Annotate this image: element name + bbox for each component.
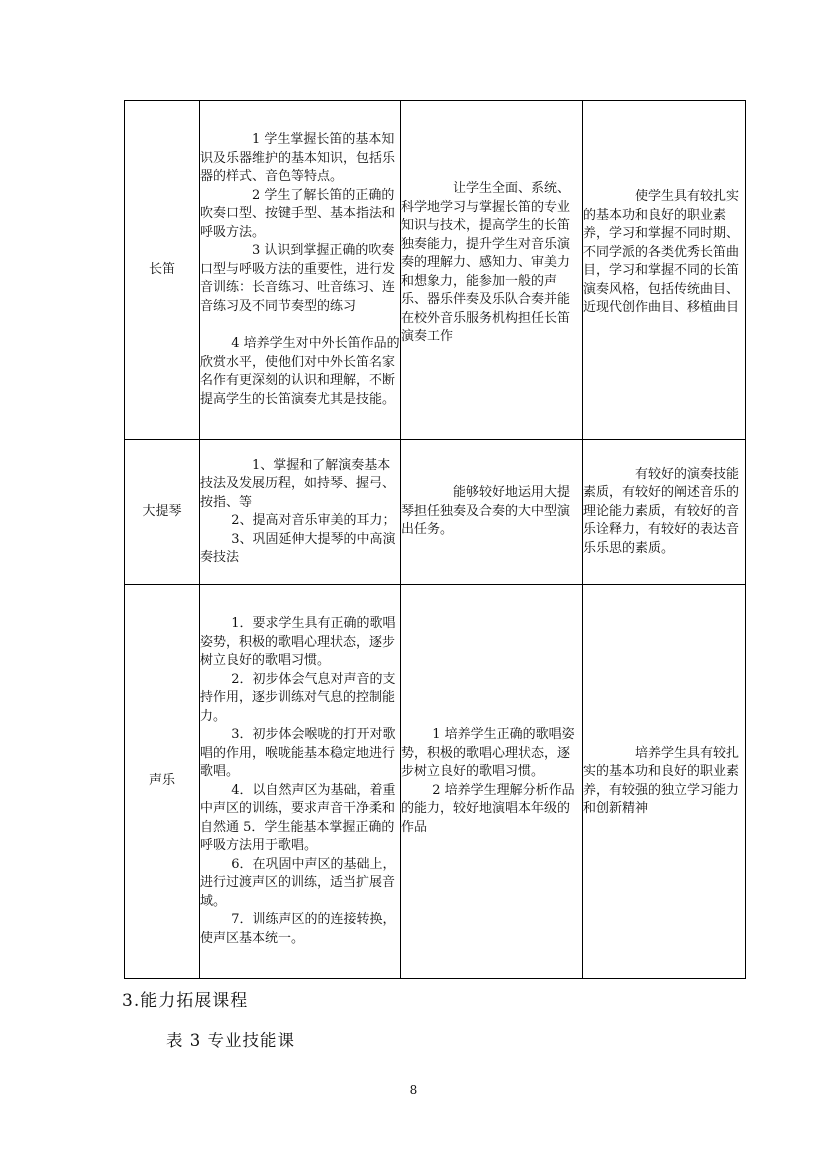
course-table [124, 100, 746, 979]
ability-item: 1 培养学生正确的歌唱姿势，积极的歌唱心理状态，逐步树立良好的歌唱习惯。 [401, 727, 575, 779]
abilities-cell [401, 585, 583, 979]
objective-item: 2、提高对音乐审美的耳力； [231, 513, 396, 528]
objective-item: 3．初步体会喉咙的打开对歌唱的作用，喉咙能基本稳定地进行歌唱。 [200, 727, 396, 779]
table-row [125, 440, 746, 585]
objective-item: 1 学生掌握长笛的基本知识及乐器维护的基本知识，包括乐器的样式、音色等特点。 [200, 132, 396, 184]
section-heading: 3.能力拓展课程 [122, 991, 249, 1011]
literacy-item: 有较好的演奏技能素质，有较好的阐述音乐的理论能力素质，有较好的音乐诠释力，有较好的表达音乐乐思的素质。 [583, 466, 740, 556]
objective-item: 2．初步体会气息对声音的支持作用，逐步训练对气息的控制能力。 [200, 671, 396, 724]
literacy-cell [583, 440, 746, 585]
objective-item: 4 培养学生对中外长笛作品的欣赏水平，使他们对中外长笛名家名作有更深刻的认识和理解，不断提高学生的长笛演奏尤其是技能。 [200, 336, 400, 407]
course-name-cell: 声乐 [125, 585, 200, 979]
objective-item: 1．要求学生具有正确的歌唱姿势，积极的歌唱心理状态，逐步树立良好的歌唱习惯。 [200, 616, 396, 668]
course-name-cell: 大提琴 [125, 440, 200, 585]
objective-item: 3 认识到掌握正确的吹奏口型与呼吸方法的重要性，进行发音训练：长音练习、吐音练习、连音练习及不同节奏型的练习 [200, 243, 396, 314]
objective-item: 1、掌握和了解演奏基本技法及发展历程，如持琴、握弓、按指、等 [200, 457, 396, 510]
literacy-item: 培养学生具有较扎实的基本功和良好的职业素养，有较强的独立学习能力和创新精神 [583, 745, 740, 816]
objective-item: 7．训练声区的的连接转换，使声区基本统一。 [200, 912, 396, 946]
literacy-item: 使学生具有较扎实的基本功和良好的职业素养，学习和掌握不同时期、不同学派的各类优秀长笛曲目，学习和掌握不同的长笛演奏风格，包括传统曲目、近现代创作曲目、移植曲目 [583, 189, 740, 315]
table-row [125, 585, 746, 979]
objectives-cell [200, 440, 401, 585]
objectives-cell [200, 585, 401, 979]
ability-item: 2 培养学生理解分析作品的能力，较好地演唱本年级的作品 [401, 782, 575, 835]
objective-item: 3、巩固延伸大提琴的中高演奏技法 [200, 531, 396, 565]
objective-item: 4．以自然声区为基础，着重中声区的训练，要求声音干净柔和自然通 5．学生能基本掌握正确的呼吸方法用于歌唱。 [200, 782, 396, 853]
table-row [125, 101, 746, 440]
objective-item: 2 学生了解长笛的正确的吹奏口型、按键手型、基本指法和呼吸方法。 [200, 187, 396, 240]
objective-item: 6．在巩固中声区的基础上，进行过渡声区的训练，适当扩展音域。 [200, 856, 396, 909]
abilities-cell [401, 440, 583, 585]
ability-item: 能够较好地运用大提琴担任独奏及合奏的大中型演出任务。 [401, 485, 571, 538]
objectives-cell [200, 101, 401, 440]
literacy-cell [583, 101, 746, 440]
table-caption: 表 3 专业技能课 [166, 1031, 295, 1050]
literacy-cell [583, 585, 746, 979]
course-name-cell: 长笛 [125, 101, 200, 440]
ability-item: 让学生全面、系统、科学地学习与掌握长笛的专业知识与技术，提高学生的长笛独奏能力，提升学生对音乐演奏的理解力、感知力、审美力和想象力，能参加一般的声乐、器乐伴奏及乐队合奏并能在校外音乐服务机构担任长笛演奏工作 [401, 181, 571, 344]
abilities-cell [401, 101, 583, 440]
page-number: 8 [409, 1083, 418, 1097]
